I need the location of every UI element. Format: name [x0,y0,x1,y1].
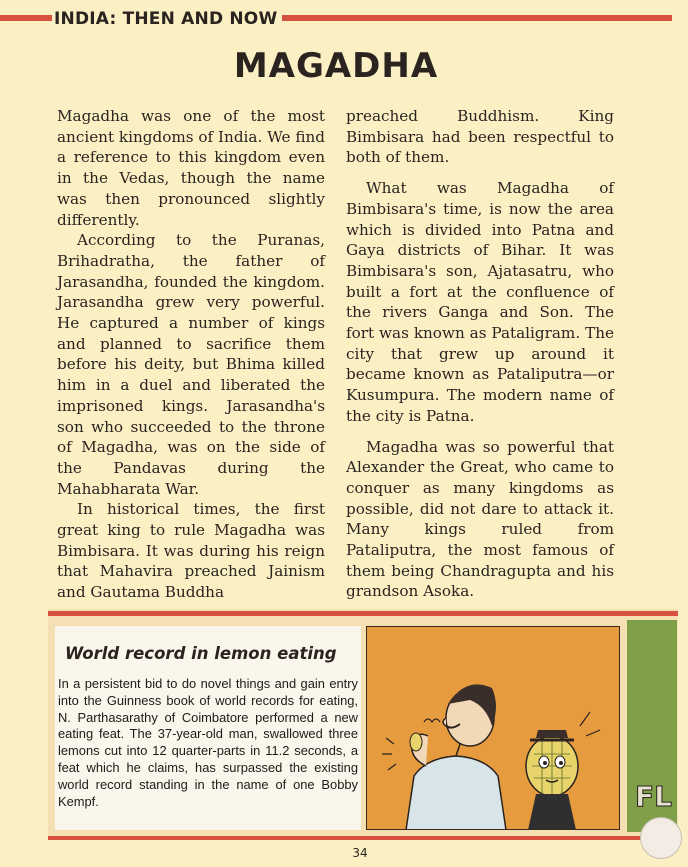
news-inset [55,626,361,830]
paragraph: What was Magadha of Bimbisara's time, is now the area which is divided into Patna and Gaya districts of Bihar. It was Bimbisara's son, Ajatasatru, who built a fort at the confluence of the rivers Ganga and Son. The fort was known as Pataligram. The city that grew up around it became known as Pataliputra—or Kusumpura. The modern name of the city is Patna. [346,179,614,425]
side-panel-text: FL [635,780,672,813]
series-title: INDIA: THEN AND NOW [54,9,278,29]
header-rule-right [282,15,672,21]
article-column-right [346,106,614,602]
inset-body: In a persistent bid to do novel things and gain entry into the Guinness book of world records for eating, N. Parthasarathy of Coimbatore performed a new eating feat. The 37-year-old man, swallowed three lemons cut into 12 quarter-parts in 11.2 seconds, a feat which he claims, has surpassed the existing world record standing in the name of one Bobby Kempf. [58,676,358,809]
inset-title: World record in lemon eating [65,644,337,663]
section-header [0,9,672,29]
adjacent-comic-panel [627,620,677,832]
page-title: MAGADHA [233,46,439,86]
paragraph: preached Buddhism. King Bimbisara had been respectful to both of them. [346,107,614,167]
paragraph: Magadha was one of the most ancient kingdoms of India. We find a reference to this kingdom even in the Vedas, though the name was then pronounced slightly differently. [57,107,325,229]
header-rule-left [0,15,52,21]
page-number: 34 [352,846,368,860]
cartoon-frame [366,626,620,830]
article-column-left [57,106,325,603]
paragraph: Magadha was so powerful that Alexander the Great, who came to conquer as many kingdoms as possible, did not dare to attack it. Many kings ruled from Pataliputra, the most famous of them being Chandragupta and his grandson Asoka. [346,437,614,601]
panel-rule-top [48,611,678,616]
paragraph: In historical times, the first great king to rule Magadha was Bimbisara. It was during his reign that Mahavira preached Jainism and Gautama Buddha [57,500,325,602]
panel-rule-bottom [48,836,678,840]
paragraph: According to the Puranas, Brihadratha, the father of Jarasandha, founded the kingdom. Jarasandha grew very powerful. He captured a number of kings and planned to sacrifice them before his deity, but Bhima killed him in a duel and liberated the imprisoned kings. Jarasandha's son who succeeded to the throne of Magadha, was on the side of the Pandavas during the Mahabharata War. [57,231,325,498]
